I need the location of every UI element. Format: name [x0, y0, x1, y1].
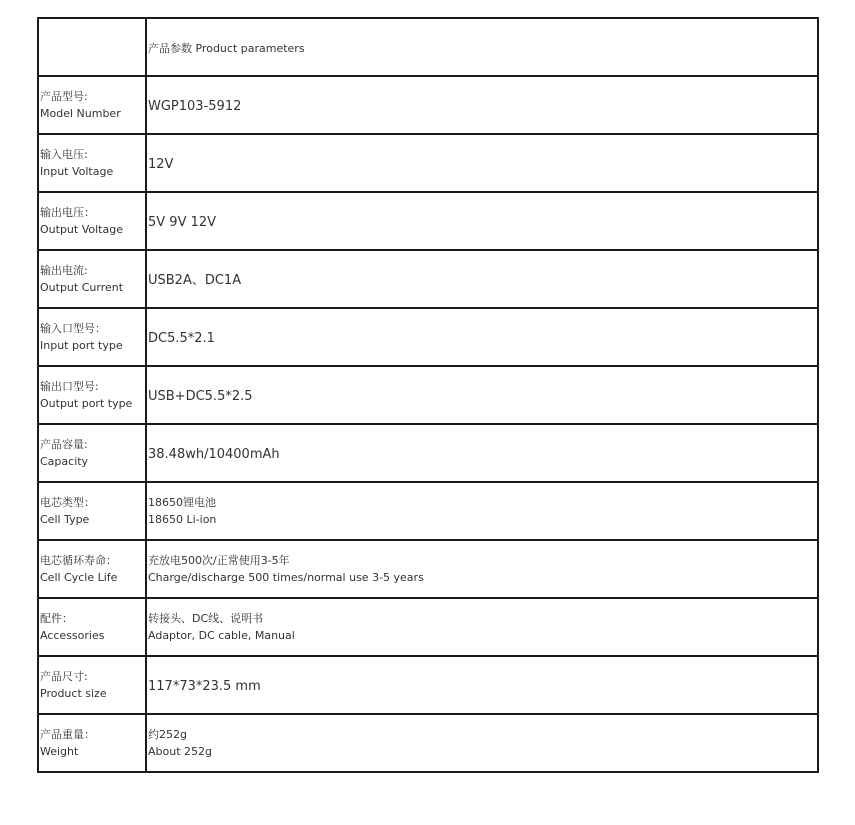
label-en: Output Voltage — [40, 223, 123, 236]
row-value-cell — [146, 714, 818, 772]
row-value-cell — [146, 134, 818, 192]
value-en: 18650 Li-ion — [148, 513, 217, 526]
row-value-cell — [146, 250, 818, 308]
value-en: Adaptor, DC cable, Manual — [148, 629, 295, 642]
label-zh: 电芯类型： — [40, 496, 95, 509]
row-label-cell — [38, 482, 146, 540]
table-row — [38, 714, 818, 772]
row-label-cell — [38, 540, 146, 598]
table-row — [38, 482, 818, 540]
header-label-cell — [38, 18, 146, 76]
label-en: Capacity — [40, 455, 89, 468]
table-row — [38, 424, 818, 482]
row-label-cell — [38, 598, 146, 656]
row-value-cell — [146, 76, 818, 134]
table-row — [38, 598, 818, 656]
label-zh: 输出电流: — [40, 264, 88, 277]
table-row — [38, 134, 818, 192]
row-value-cell — [146, 540, 818, 598]
label-en: Output Current — [40, 281, 124, 294]
label-zh: 产品型号: — [40, 90, 88, 103]
label-zh: 产品容量: — [40, 438, 88, 451]
row-value-cell — [146, 656, 818, 714]
row-value-cell — [146, 366, 818, 424]
label-en: Product size — [40, 687, 107, 700]
row-label-cell — [38, 308, 146, 366]
label-en: Cell Type — [40, 513, 90, 526]
value-zh: 转接头、DC线、说明书 — [148, 612, 264, 625]
label-zh: 产品重量： — [40, 728, 95, 741]
value: DC5.5*2.1 — [148, 330, 215, 346]
row-label-cell — [38, 656, 146, 714]
row-value-cell — [146, 192, 818, 250]
value: 38.48wh/10400mAh — [148, 446, 280, 462]
row-value-cell — [146, 482, 818, 540]
value-zh: 18650锂电池 — [148, 496, 216, 509]
row-label-cell — [38, 250, 146, 308]
row-value-cell — [146, 598, 818, 656]
row-label-cell — [38, 134, 146, 192]
row-label-cell — [38, 192, 146, 250]
value: 5V 9V 12V — [148, 214, 217, 230]
value-en: About 252g — [148, 745, 212, 758]
row-label-cell — [38, 424, 146, 482]
table-row — [38, 250, 818, 308]
row-label-cell — [38, 366, 146, 424]
label-zh: 输出口型号: — [40, 380, 99, 393]
table-header-row — [38, 18, 818, 76]
row-value-cell — [146, 308, 818, 366]
header-title-cell — [146, 18, 818, 76]
label-en: Input Voltage — [40, 165, 114, 178]
value: USB2A、DC1A — [148, 272, 242, 288]
label-en: Model Number — [40, 107, 121, 120]
label-zh: 电芯循环寿命： — [40, 554, 117, 567]
table-row — [38, 76, 818, 134]
value: WGP103-5912 — [148, 98, 242, 114]
label-en: Input port type — [40, 339, 123, 352]
table-row — [38, 656, 818, 714]
label-en: Weight — [40, 745, 79, 758]
label-zh: 配件： — [40, 612, 73, 625]
label-en: Cell Cycle Life — [40, 571, 118, 584]
product-parameters-table — [37, 17, 819, 773]
table-row — [38, 366, 818, 424]
row-label-cell — [38, 76, 146, 134]
label-zh: 输入电压: — [40, 148, 88, 161]
table-row — [38, 308, 818, 366]
row-value-cell — [146, 424, 818, 482]
table-row — [38, 540, 818, 598]
table-row — [38, 192, 818, 250]
header-title: 产品参数 Product parameters — [148, 42, 305, 55]
label-zh: 输出电压： — [40, 206, 95, 219]
value-en: Charge/discharge 500 times/normal use 3-5 years — [148, 571, 424, 584]
value-zh: 充放电500次/正常使用3-5年 — [148, 554, 290, 567]
value: 12V — [148, 156, 174, 172]
value-zh: 约252g — [148, 728, 187, 741]
label-en: Output port type — [40, 397, 133, 410]
label-zh: 产品尺寸: — [40, 670, 88, 683]
label-en: Accessories — [40, 629, 105, 642]
value: 117*73*23.5 mm — [148, 678, 261, 694]
value: USB+DC5.5*2.5 — [148, 388, 253, 404]
row-label-cell — [38, 714, 146, 772]
label-zh: 输入口型号： — [40, 322, 106, 335]
